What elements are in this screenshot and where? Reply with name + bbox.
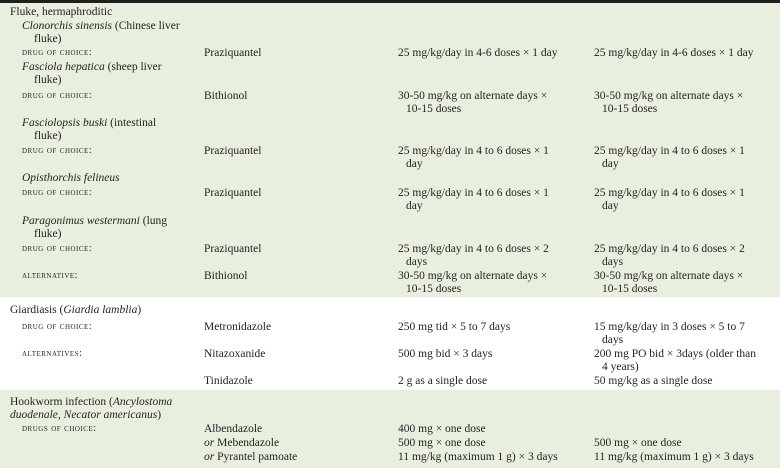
- adult-dose: 25 mg/kg/day in 4 to 6 doses × 1: [398, 145, 549, 157]
- role-label: drug of choice:: [22, 243, 93, 254]
- pediatric-dose-cont: day: [602, 158, 619, 170]
- drug-name: or Mebendazole: [204, 437, 280, 449]
- adult-dose-cont: 10-15 doses: [406, 103, 462, 115]
- pediatric-dose-cont: days: [602, 256, 624, 268]
- organism-fasciola-cont: fluke): [34, 74, 62, 86]
- adult-dose-cont: day: [406, 158, 423, 170]
- pediatric-dose-cont: 4 years): [602, 361, 639, 373]
- organism-fasciola: Fasciola hepatica (sheep liver: [22, 61, 162, 73]
- role-label: drugs of choice:: [22, 423, 97, 434]
- adult-dose: 11 mg/kg (maximum 1 g) × 3 days: [398, 451, 558, 463]
- alternatives-label: alternatives:: [22, 348, 83, 359]
- adult-dose: 25 mg/kg/day in 4 to 6 doses × 1: [398, 187, 549, 199]
- pediatric-dose: 500 mg × one dose: [594, 437, 682, 449]
- adult-dose: 500 mg bid × 3 days: [398, 348, 493, 360]
- giardiasis-heading: Giardiasis (Giardia lamblia): [10, 304, 142, 316]
- organism-fasciolopsis-cont: fluke): [34, 130, 62, 142]
- adult-dose: 30-50 mg/kg on alternate days ×: [398, 270, 548, 282]
- drug-name: Metronidazole: [204, 321, 272, 333]
- organism-paragonimus: Paragonimus westermani (lung: [22, 215, 168, 227]
- adult-dose-cont: 10-15 doses: [406, 283, 462, 295]
- drug-name: Nitazoxanide: [204, 348, 266, 360]
- adult-dose: 250 mg tid × 5 to 7 days: [398, 321, 511, 333]
- hookworm-heading: Hookworm infection (Ancylostoma: [10, 396, 173, 408]
- pediatric-dose: 11 mg/kg (maximum 1 g) × 3 days: [594, 451, 754, 463]
- drug-name: Praziquantel: [204, 243, 262, 255]
- pediatric-dose: 200 mg PO bid × 3days (older than: [594, 348, 757, 360]
- pediatric-dose-cont: days: [602, 334, 624, 346]
- pediatric-dose: 25 mg/kg/day in 4 to 6 doses × 1: [594, 187, 745, 199]
- adult-dose: 400 mg × one dose: [398, 423, 486, 435]
- drug-name: Bithionol: [204, 270, 248, 282]
- role-label: drug of choice:: [22, 47, 93, 58]
- pediatric-dose: 15 mg/kg/day in 3 doses × 5 to 7: [594, 321, 745, 333]
- drug-name: Praziquantel: [204, 187, 262, 199]
- adult-dose-cont: day: [406, 200, 423, 212]
- fluke-heading: Fluke, hermaphroditic: [10, 6, 113, 18]
- pediatric-dose-cont: 10-15 doses: [602, 103, 658, 115]
- pediatric-dose: 30-50 mg/kg on alternate days ×: [594, 90, 744, 102]
- adult-dose: 25 mg/kg/day in 4 to 6 doses × 2: [398, 243, 549, 255]
- pediatric-dose: 25 mg/kg/day in 4 to 6 doses × 2: [594, 243, 745, 255]
- adult-dose: 30-50 mg/kg on alternate days ×: [398, 90, 548, 102]
- section-divider: [0, 297, 780, 298]
- drug-name: Bithionol: [204, 90, 248, 102]
- adult-dose: 500 mg × one dose: [398, 437, 486, 449]
- hookworm-heading-cont: duodenale, Necator americanus): [10, 409, 162, 421]
- role-label: drug of choice:: [22, 321, 93, 332]
- drug-name: or Pyrantel pamoate: [204, 451, 298, 463]
- organism-clonorchis-cont: fluke): [34, 33, 62, 45]
- adult-dose: 2 g as a single dose: [398, 375, 488, 387]
- adult-dose: 25 mg/kg/day in 4-6 doses × 1 day: [398, 47, 558, 59]
- role-label: drug of choice:: [22, 145, 93, 156]
- role-label: drug of choice:: [22, 187, 93, 198]
- organism-paragonimus-cont: fluke): [34, 228, 62, 240]
- pediatric-dose-cont: day: [602, 200, 619, 212]
- alternative-label: alternative:: [22, 270, 78, 281]
- drug-name: Praziquantel: [204, 47, 262, 59]
- organism-fasciolopsis: Fasciolopsis buski (intestinal: [22, 117, 157, 129]
- organism-clonorchis: Clonorchis sinensis (Chinese liver: [22, 20, 180, 32]
- drug-name: Albendazole: [204, 423, 263, 435]
- pediatric-dose: 25 mg/kg/day in 4 to 6 doses × 1: [594, 145, 745, 157]
- organism-opisthorchis: Opisthorchis felineus: [22, 172, 120, 184]
- drug-name: Praziquantel: [204, 145, 262, 157]
- role-label: drug of choice:: [22, 90, 93, 101]
- drug-name: Tinidazole: [204, 375, 253, 387]
- adult-dose-cont: days: [406, 256, 428, 268]
- pediatric-dose: 50 mg/kg as a single dose: [594, 375, 713, 387]
- pediatric-dose: 25 mg/kg/day in 4-6 doses × 1 day: [594, 47, 754, 59]
- pediatric-dose: 30-50 mg/kg on alternate days ×: [594, 270, 744, 282]
- pediatric-dose-cont: 10-15 doses: [602, 283, 658, 295]
